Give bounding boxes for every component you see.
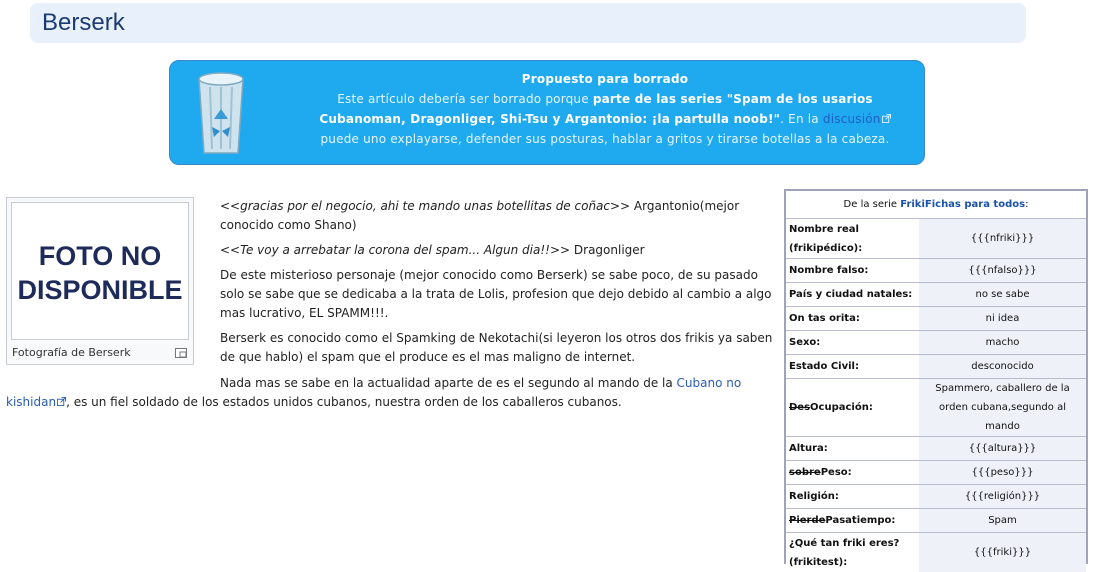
infobox-row bbox=[786, 379, 1086, 437]
page-title: Berserk bbox=[42, 9, 125, 36]
infobox-row bbox=[786, 307, 1086, 331]
deletion-notice bbox=[169, 60, 925, 165]
infobox-label bbox=[786, 379, 919, 437]
infobox-label: On tas orita: bbox=[786, 307, 919, 331]
external-link-icon bbox=[57, 397, 66, 406]
infobox-head-suffix: : bbox=[1025, 199, 1029, 210]
infobox-value: Spam bbox=[919, 509, 1086, 533]
paragraph-3-start bbox=[220, 374, 775, 393]
deletion-text-2: . En la bbox=[780, 112, 823, 126]
paragraph-3-tail: , es un fiel soldado de los estados unidos cubanos, nuestra orden de los caballeros cubanos. bbox=[66, 395, 622, 409]
infobox-value: {{{altura}}} bbox=[919, 437, 1086, 461]
infobox-label: Religión: bbox=[786, 485, 919, 509]
paragraph-2: Berserk es conocido como el Spamking de Nekotachi(si leyeron los otros dos frikis ya saben de que hablo) el spam que el produce es el mas maligno de internet. bbox=[220, 331, 773, 364]
label-text: Peso: bbox=[820, 467, 852, 478]
image-caption: Fotografía de Berserk bbox=[12, 346, 131, 359]
label-strikethrough: Des bbox=[789, 402, 811, 413]
infobox-header bbox=[786, 191, 1086, 219]
infobox-row bbox=[786, 461, 1086, 485]
infobox-value: {{{friki}}} bbox=[919, 533, 1086, 572]
discussion-link[interactable]: discusión bbox=[822, 112, 881, 126]
cubano-link-part1[interactable]: Cubano no bbox=[676, 376, 742, 390]
article-content bbox=[220, 197, 775, 393]
infobox-row bbox=[786, 259, 1086, 283]
quote-1-text: <<gracias por el negocio, ahi te mando unas botellitas de coñac>> bbox=[220, 199, 631, 213]
image-text-line1: FOTO NO bbox=[38, 241, 162, 271]
deletion-text bbox=[315, 69, 895, 149]
deletion-reason: parte de las series "Spam de los usarios Cubanoman, Dragonliger, Shi-Tsu y Argantonio: ¡la partulla noob!" bbox=[319, 92, 873, 126]
infobox-label bbox=[786, 461, 919, 485]
infobox-value: macho bbox=[919, 331, 1086, 355]
infobox-row bbox=[786, 437, 1086, 461]
infobox-row bbox=[786, 219, 1086, 259]
quote-2 bbox=[220, 241, 775, 260]
infobox-label: País y ciudad natales: bbox=[786, 283, 919, 307]
title-bar bbox=[30, 3, 1026, 43]
paragraph-3-text: Nada mas se sabe en la actualidad aparte de es el segundo al mando de la bbox=[220, 376, 677, 390]
deletion-title: Propuesto para borrado bbox=[521, 72, 689, 86]
infobox-label: Sexo: bbox=[786, 331, 919, 355]
infobox-row bbox=[786, 331, 1086, 355]
quote-2-author: Dragonliger bbox=[570, 243, 645, 257]
infobox-value: no se sabe bbox=[919, 283, 1086, 307]
infobox-label bbox=[786, 509, 919, 533]
label-strikethrough: sobre bbox=[789, 467, 821, 478]
enlarge-icon[interactable] bbox=[175, 348, 187, 358]
no-photo-image[interactable] bbox=[11, 202, 189, 340]
infobox-row bbox=[786, 485, 1086, 509]
infobox bbox=[784, 189, 1088, 568]
quote-2-text: <<Te voy a arrebatar la corona del spam... Algun dia!!>> bbox=[220, 243, 571, 257]
infobox-value: {{{religión}}} bbox=[919, 485, 1086, 509]
infobox-value: Spammero, caballero de la orden cubana,segundo al mando bbox=[919, 379, 1086, 437]
deletion-text-1: Este artículo debería ser borrado porque bbox=[337, 92, 593, 106]
frikifichas-link[interactable]: FrikiFichas para todos bbox=[900, 199, 1026, 210]
image-text-line2: DISPONIBLE bbox=[17, 275, 183, 305]
quote-1 bbox=[220, 197, 775, 235]
quote-1-author: Argantonio(mejor conocido como Shano) bbox=[220, 199, 740, 232]
image-thumbnail bbox=[6, 197, 194, 365]
cubano-link-part2[interactable]: kishidan bbox=[6, 395, 57, 409]
infobox-value: ni idea bbox=[919, 307, 1086, 331]
infobox-value: desconocido bbox=[919, 355, 1086, 379]
infobox-value: {{{nfriki}}} bbox=[919, 219, 1086, 259]
label-text: Pasatiempo: bbox=[825, 515, 896, 526]
infobox-label: Altura: bbox=[786, 437, 919, 461]
infobox-row bbox=[786, 533, 1086, 572]
infobox-label: Nombre falso: bbox=[786, 259, 919, 283]
paragraph-3-end bbox=[6, 393, 622, 412]
deletion-text-3: puede uno explayarse, defender sus posturas, hablar a gritos y tirarse botellas a la cabeza. bbox=[320, 132, 890, 146]
infobox-label: Nombre real (frikipédico): bbox=[786, 219, 919, 259]
infobox-label: ¿Qué tan friki eres? (frikitest): bbox=[786, 533, 919, 572]
label-strikethrough: Pierde bbox=[789, 515, 826, 526]
external-link-icon bbox=[882, 114, 891, 123]
recycle-bin-icon bbox=[196, 69, 246, 157]
infobox-row bbox=[786, 509, 1086, 533]
infobox-label: Estado Civil: bbox=[786, 355, 919, 379]
paragraph-1: De este misterioso personaje (mejor conocido como Berserk) se sabe poco, de su pasado solo se sabe que se dedicaba a la trata de Lolis, profesion que dejo debido al cambio a algo mas lucrativo, EL SPAMM!!!. bbox=[220, 268, 772, 320]
infobox-head-prefix: De la serie bbox=[843, 199, 901, 210]
label-text: Ocupación: bbox=[810, 402, 873, 413]
infobox-value: {{{nfalso}}} bbox=[919, 259, 1086, 283]
infobox-row bbox=[786, 355, 1086, 379]
infobox-value: {{{peso}}} bbox=[919, 461, 1086, 485]
infobox-row bbox=[786, 283, 1086, 307]
